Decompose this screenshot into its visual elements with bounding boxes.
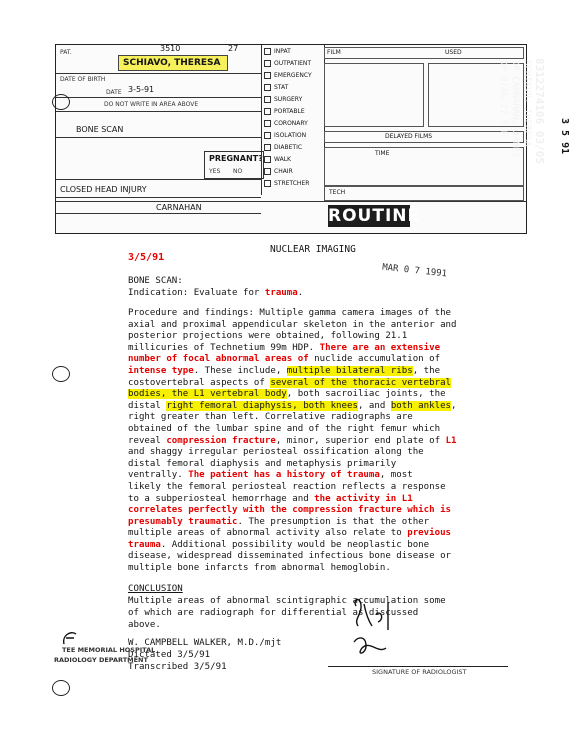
film-header	[324, 47, 524, 59]
dictated-line: Dictated 3/5/91	[128, 650, 211, 660]
used-label: USED	[445, 49, 462, 56]
form-label-pat: PAT.	[60, 49, 72, 56]
findings-text: , the	[412, 365, 441, 376]
findings-text: axial and proximal appendicular skeleton in the anterior and	[128, 319, 457, 330]
findings-text: ,	[451, 400, 457, 411]
report-heading: NUCLEAR IMAGING	[270, 244, 356, 255]
findings-text: millicuries of Technetium 99m HDP.	[128, 342, 320, 353]
emphasis-red: There are an extensive	[319, 342, 441, 353]
findings-line	[128, 366, 508, 378]
findings-text: likely the femoral periosteal reaction reflects a response	[128, 481, 446, 492]
highlighted-text: both ankles	[390, 400, 452, 411]
status-checkbox: OUTPATIENT	[264, 60, 311, 67]
findings-text: . These include,	[193, 365, 287, 376]
findings-text: , both sacroiliac joints, the	[286, 389, 446, 400]
status-checkbox: CORONARY	[264, 120, 308, 127]
referring-physician: CARNAHAN	[156, 203, 202, 212]
routine-stamp: ROUTINE	[328, 206, 421, 226]
department-name: RADIOLOGY DEPARTMENT	[54, 656, 148, 664]
report-date: 3/5/91	[128, 252, 165, 263]
findings-text: Procedure and findings: Multiple gamma camera images of the	[128, 308, 452, 318]
pregnant-box	[204, 151, 264, 179]
stamp-suffix: 27	[228, 44, 239, 53]
findings-line	[128, 528, 508, 540]
emphasis-red: intense type	[128, 365, 194, 376]
delayed-films-label: DELAYED FILMS	[385, 133, 433, 140]
status-checkbox: ISOLATION	[264, 132, 306, 139]
findings-line	[128, 436, 508, 448]
pregnant-label: PREGNANT?	[209, 154, 263, 163]
status-checkbox: INPAT	[264, 48, 291, 55]
report-title: BONE SCAN:	[128, 276, 183, 286]
film-label: FILM	[327, 49, 341, 56]
findings-text: and shaggy irregular periosteal ossification along the	[128, 447, 424, 458]
emphasis-red: L1	[445, 435, 457, 446]
status-checkbox-list	[260, 48, 320, 198]
received-stamp: MAR 0 7 1991	[381, 262, 448, 280]
findings-line	[128, 459, 508, 471]
findings-text: reveal	[128, 435, 167, 446]
delayed-films	[324, 131, 524, 143]
clinical-history: CLOSED HEAD INJURY	[60, 185, 147, 194]
emphasis-red: compression fracture	[166, 435, 276, 446]
conclusion-line: Multiple areas of abnormal scintigraphic accumulation some	[128, 596, 446, 606]
pregnant-yes: YES	[209, 168, 221, 175]
pregnant-no: NO	[233, 168, 243, 175]
findings-text: ventrally.	[128, 470, 189, 481]
highlighted-text: right femoral diaphysis, both knees	[166, 400, 358, 411]
findings-line	[128, 378, 508, 390]
indication-line	[128, 288, 508, 300]
findings-text: disease, widespread disseminated infectious bone disease or	[128, 551, 452, 562]
findings-line	[128, 540, 508, 552]
findings-line	[128, 447, 508, 459]
findings-text: right greater than left. Correlative radiographs are	[128, 412, 413, 423]
exam-date: 3-5-91	[128, 85, 155, 94]
status-checkbox: DIABETIC	[264, 144, 302, 151]
punch-hole-icon	[52, 366, 70, 382]
findings-line	[128, 354, 508, 366]
emphasis-red: correlates perfectly with the compression fracture which is	[128, 505, 452, 516]
transcribed-line: Transcribed 3/5/91	[128, 662, 227, 672]
findings-text: distal femoral diaphysis and metaphysis primarily	[128, 458, 397, 469]
findings-text: costovertebral aspects of	[128, 377, 271, 388]
signature-label: SIGNATURE OF RADIOLOGIST	[372, 668, 467, 676]
findings-line	[128, 308, 508, 320]
do-not-write-note: DO NOT WRITE IN AREA ABOVE	[104, 101, 199, 108]
time-grid	[324, 147, 524, 187]
findings-line	[128, 424, 508, 436]
findings-text: . The presumption is that the other	[237, 516, 430, 527]
findings-line	[128, 482, 508, 494]
findings-text: multiple areas of abnormal activity also relate to	[128, 528, 408, 539]
punch-hole-icon	[52, 94, 70, 110]
hospital-logo-icon	[60, 628, 80, 646]
emphasis-red: presumably traumatic	[128, 516, 238, 527]
findings-text: , minor, superior end plate of	[275, 435, 446, 446]
findings-line	[128, 505, 508, 517]
findings-line	[128, 412, 508, 424]
findings-text: to a subperiosteal hemorrhage and	[128, 493, 315, 504]
findings-text: distal	[128, 400, 167, 411]
findings-line	[128, 551, 508, 563]
conclusion-title: CONCLUSION	[128, 584, 183, 594]
findings-text: . Additional possibility would be neoplastic bone	[160, 539, 430, 550]
date-label: DATE	[106, 89, 122, 96]
status-checkbox: STRETCHER	[264, 180, 309, 187]
side-stamp-name: SCHIAVO, THERESA	[522, 60, 532, 147]
emphasis-red: previous	[407, 528, 452, 539]
findings-paragraph	[128, 308, 508, 575]
findings-line	[128, 517, 508, 529]
findings-text: , and	[357, 400, 391, 411]
status-checkbox: WALK	[264, 156, 291, 163]
status-checkbox: CHAIR	[264, 168, 293, 175]
findings-text: nuclide accumulation of	[308, 354, 441, 365]
film-size-grid	[324, 63, 424, 127]
emphasis-red: trauma	[128, 539, 161, 550]
status-checkbox: STAT	[264, 84, 288, 91]
signer-line: W. CAMPBELL WALKER, M.D./mjt	[128, 638, 282, 648]
emphasis-red: number of focal abnormal areas of	[128, 354, 309, 365]
side-stamp-doctor: DR CARNAHAN, JAMES	[510, 60, 520, 158]
side-stamp-id: 8312274106 03/05	[533, 58, 546, 164]
status-checkbox: SURGERY	[264, 96, 302, 103]
findings-line	[128, 389, 508, 401]
dob-label: DATE OF BIRTH	[60, 76, 106, 83]
findings-line	[128, 470, 508, 482]
conclusion-line: of which are radiograph for differential as discussed	[128, 608, 419, 618]
side-stamp-dept: DP DIAG 27 Y F	[498, 60, 508, 136]
findings-line	[128, 320, 508, 332]
tech-row	[324, 185, 524, 201]
findings-text: , most	[379, 470, 413, 481]
punch-hole-icon	[52, 680, 70, 696]
patient-name-box	[118, 55, 228, 71]
emphasis-red: the activity in L1	[314, 493, 413, 504]
signature-line	[328, 666, 508, 667]
tech-label: TECH	[329, 189, 346, 196]
findings-line	[128, 563, 508, 575]
highlighted-text: multiple bilateral ribs	[286, 365, 413, 376]
findings-line	[128, 343, 508, 355]
status-checkbox: EMERGENCY	[264, 72, 312, 79]
margin-date-note: 3 5 91	[559, 118, 570, 155]
patient-name: SCHIAVO, THERESA	[123, 58, 221, 68]
findings-line	[128, 331, 508, 343]
indication-suffix: .	[297, 288, 304, 298]
findings-line	[128, 494, 508, 506]
findings-text: multiple bone infarcts from abnormal hemoglobin.	[128, 563, 391, 574]
exam-name: BONE SCAN	[76, 125, 124, 134]
indication-text: Indication: Evaluate for	[128, 288, 265, 298]
findings-text: obtained of the lumbar spine and of the right femur which	[128, 423, 441, 434]
highlighted-text: bodies, the L1 vertebral body	[128, 389, 287, 400]
emphasis-red: The patient has a history of trauma	[188, 470, 380, 481]
findings-text: posterior projections were obtained, following 21.1	[128, 331, 408, 342]
conclusion-line: above.	[128, 620, 161, 630]
hospital-name: TEE MEMORIAL HOSPITAL	[62, 646, 156, 654]
status-checkbox: PORTABLE	[264, 108, 305, 115]
findings-line	[128, 401, 508, 413]
indication-red: trauma	[264, 288, 298, 298]
highlighted-text: several of the thoracic vertebral	[270, 377, 452, 388]
stamp-number: 3510	[160, 44, 181, 53]
time-label: TIME	[375, 150, 390, 157]
radiologist-signature	[348, 596, 408, 666]
